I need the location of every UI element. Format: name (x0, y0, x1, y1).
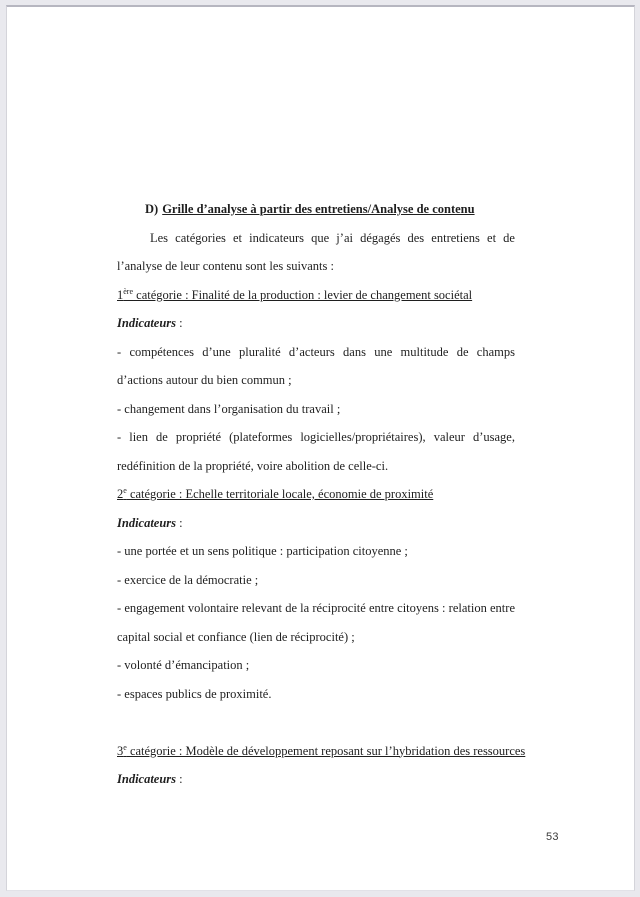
section-heading (117, 195, 515, 224)
page-content (117, 195, 526, 794)
indicator-item: - espaces publics de proximité. (117, 686, 272, 701)
category-2-title-text: catégorie : Echelle territoriale locale, économie de proximité (126, 487, 434, 501)
indicator-item: - engagement volontaire relevant de la réciprocité entre citoyens : relation entre capital social et confiance (lien de réciprocité) ; (117, 601, 515, 644)
category-1-indicators-label: Indicateurs : (117, 316, 183, 330)
indicator-item: - compétences d’une pluralité d’acteurs dans une multitude de champs d’actions autour du bien commun ; (117, 344, 515, 387)
heading-title: Grille d’analyse à partir des entretiens/Analyse de contenu (162, 202, 475, 216)
category-2-indicators-label: Indicateurs : (117, 515, 183, 530)
indicator-item: - lien de propriété (plateformes logicielles/propriétaires), valeur d’usage, redéfinition de la propriété, voire abolition de celle-ci. (117, 430, 515, 473)
category-3-number: 3 (117, 743, 124, 758)
category-1-title-text: catégorie : Finalité de la production : levier de changement sociétal (133, 287, 473, 302)
category-3-title (117, 737, 526, 766)
heading-label: D) (145, 202, 159, 216)
category-2-title (117, 480, 515, 509)
category-1-title (117, 281, 515, 310)
category-3-indicators-label: Indicateurs : (117, 772, 183, 786)
indicator-item: - changement dans l’organisation du travail ; (117, 401, 341, 416)
category-3-title-text: catégorie : Modèle de développement reposant sur l’hybridation des ressources (126, 743, 526, 758)
category-3-ordinal: e (123, 742, 127, 752)
indicator-item: - volonté d’émancipation ; (117, 658, 250, 672)
category-1-number: 1 (117, 287, 124, 302)
document-page (6, 5, 635, 891)
category-2-ordinal: e (123, 486, 127, 495)
indicator-item: - une portée et un sens politique : participation citoyenne ; (117, 544, 408, 558)
intro-paragraph: Les catégories et indicateurs que j’ai dégagés des entretiens et de l’analyse de leur contenu sont les suivants : (117, 230, 515, 273)
indicator-item: - exercice de la démocratie ; (117, 572, 259, 587)
category-2-number: 2 (117, 487, 124, 501)
category-1-ordinal: ère (123, 286, 134, 296)
page-number: 53 (546, 831, 559, 843)
